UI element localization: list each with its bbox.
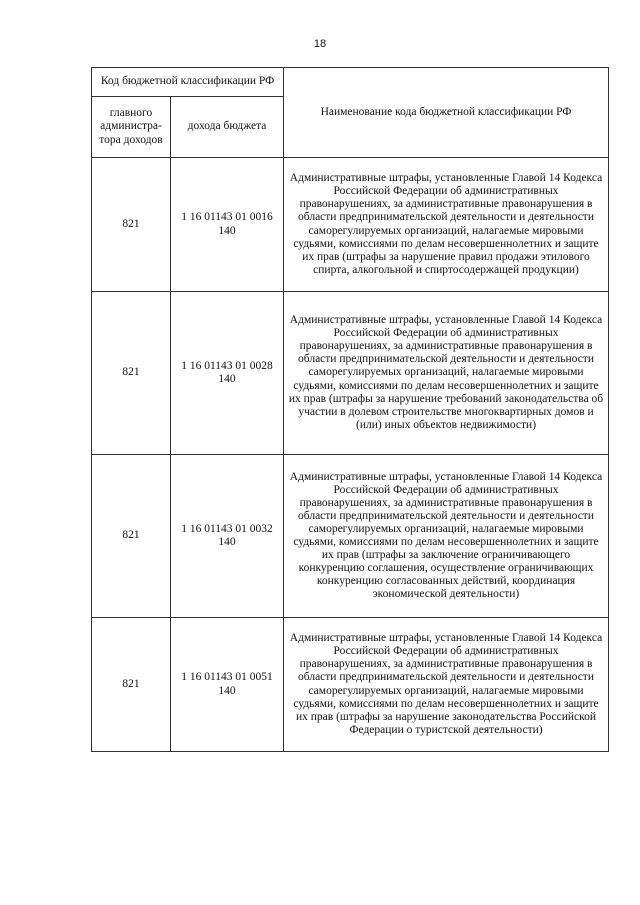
header-main-admin: главного администра-тора доходов bbox=[92, 97, 171, 158]
budget-classification-table bbox=[91, 67, 609, 752]
table-row bbox=[92, 292, 609, 455]
code-description-cell: Административные штрафы, установленные Главой 14 Кодекса Российской Федерации об административных правонарушениях, за административные правонарушения в области предпринимательской деятельности и деятельности саморегулируемых организаций, налагаемые мировыми судьями, комиссиями по делам несовершеннолетних и защите их прав (штрафы за нарушение законодательства Российской Федерации о туристской деятельности) bbox=[284, 618, 609, 752]
revenue-code-cell: 1 16 01143 01 0051 140 bbox=[171, 618, 284, 752]
revenue-code-cell: 1 16 01143 01 0028 140 bbox=[171, 292, 284, 455]
admin-code-cell: 821 bbox=[92, 618, 171, 752]
code-description-cell: Административные штрафы, установленные Главой 14 Кодекса Российской Федерации об административных правонарушениях, за административные правонарушения в области предпринимательской деятельности и деятельности саморегулируемых организаций, налагаемые мировыми судьями, комиссиями по делам несовершеннолетних и защите их прав (штрафы за заключение ограничивающего конкуренцию соглашения, осуществление ограничивающих конкуренцию согласованных действий, координация экономической деятельности) bbox=[284, 455, 609, 618]
admin-code-cell: 821 bbox=[92, 292, 171, 455]
revenue-code-cell: 1 16 01143 01 0032 140 bbox=[171, 455, 284, 618]
table-row bbox=[92, 158, 609, 292]
table-row bbox=[92, 618, 609, 752]
revenue-code-cell: 1 16 01143 01 0016 140 bbox=[171, 158, 284, 292]
admin-code-cell: 821 bbox=[92, 455, 171, 618]
page-number: 18 bbox=[313, 38, 327, 50]
header-code-name: Наименование кода бюджетной классификации РФ bbox=[284, 68, 609, 158]
admin-code-cell: 821 bbox=[92, 158, 171, 292]
table-row bbox=[92, 455, 609, 618]
header-revenue: дохода бюджета bbox=[171, 97, 284, 158]
header-code-group: Код бюджетной классификации РФ bbox=[92, 68, 284, 97]
code-description-cell: Административные штрафы, установленные Главой 14 Кодекса Российской Федерации об административных правонарушениях, за административные правонарушения в области предпринимательской деятельности и деятельности саморегулируемых организаций, налагаемые мировыми судьями, комиссиями по делам несовершеннолетних и защите их прав (штрафы за нарушение требований законодательства об участии в долевом строительстве многоквартирных домов и (или) иных объектов недвижимости) bbox=[284, 292, 609, 455]
table-header-row bbox=[92, 68, 609, 97]
code-description-cell: Административные штрафы, установленные Главой 14 Кодекса Российской Федерации об административных правонарушениях, за административные правонарушения в области предпринимательской деятельности и деятельности саморегулируемых организаций, налагаемые мировыми судьями, комиссиями по делам несовершеннолетних и защите их прав (штрафы за нарушение правил продажи этилового спирта, алкогольной и спиртосодержащей продукции) bbox=[284, 158, 609, 292]
